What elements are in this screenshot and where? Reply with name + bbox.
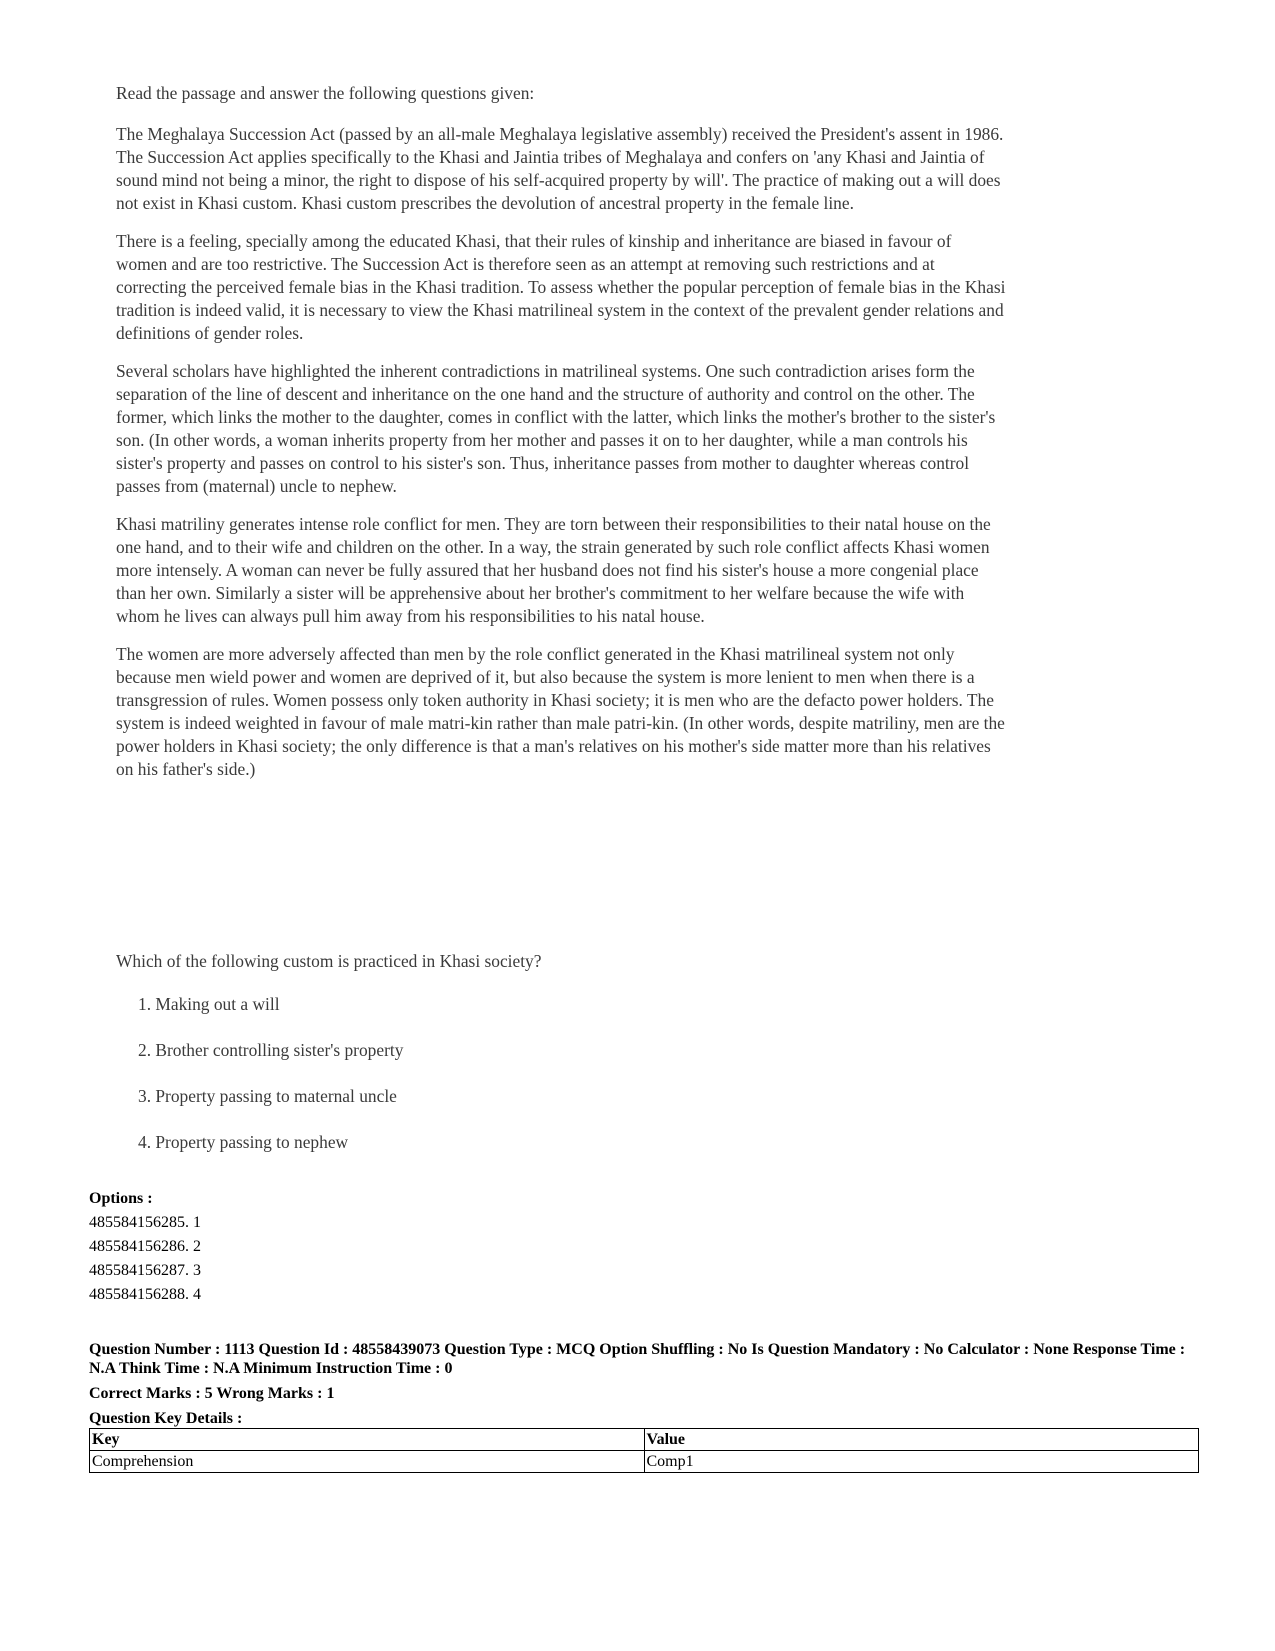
passage-paragraph-1: The Meghalaya Succession Act (passed by an all-male Meghalaya legislative assembly) received the President's assent in 1986. The Succession Act applies specifically to the Khasi and Jaintia tribes of Meghalaya and confers on 'any Khasi and Jaintia of sound mind not being a minor, the right to dispose of his self-acquired property by will'. The practice of making out a will does not exist in Khasi custom. Khasi custom prescribes the devolution of ancestral property in the female line. xyxy=(116,124,1004,213)
option-item-2: 485584156286. 2 xyxy=(89,1238,201,1255)
choice-list xyxy=(138,993,403,1177)
key-details-title: Question Key Details : xyxy=(89,1410,243,1427)
table-header-value: Value xyxy=(644,1429,1199,1451)
question-meta xyxy=(89,1340,1199,1428)
options-block xyxy=(89,1187,201,1307)
question-text: Which of the following custom is practiced in Khasi society? xyxy=(116,951,542,971)
table-cell-key: Comprehension xyxy=(90,1451,645,1473)
passage-intro: Read the passage and answer the following questions given: xyxy=(116,83,535,103)
table-header-key: Key xyxy=(90,1429,645,1451)
passage-paragraph-2: There is a feeling, specially among the educated Khasi, that their rules of kinship and inheritance are biased in favour of women and are too restrictive. The Succession Act is therefore seen as an attempt at removing such restrictions and at correcting the perceived female bias in the Khasi tradition. To assess whether the popular perception of female bias in the Khasi tradition is indeed valid, it is necessary to view the Khasi matrilineal system in the context of the prevalent gender relations and definitions of gender roles. xyxy=(116,231,1006,343)
key-details-table xyxy=(89,1428,1199,1473)
choice-item-4: 4. Property passing to nephew xyxy=(138,1132,349,1152)
passage-image xyxy=(116,82,1006,1162)
choice-item-1: 1. Making out a will xyxy=(138,994,280,1014)
option-item-4: 485584156288. 4 xyxy=(89,1286,201,1303)
table-row xyxy=(90,1451,1199,1473)
choice-item-3: 3. Property passing to maternal uncle xyxy=(138,1086,397,1106)
passage-paragraph-5: The women are more adversely affected than men by the role conflict generated in the Khasi matrilineal system not only because men wield power and women are deprived of it, but also because the system is more lenient to men when there is a transgression of rules. Women possess only token authority in Khasi society; it is men who are the defacto power holders. The system is indeed weighted in favour of male matri-kin rather than male patri-kin. (In other words, despite matriliny, men are the power holders in Khasi society; the only difference is that a man's relatives on his mother's side matter more than his relatives on his father's side.) xyxy=(116,644,1005,779)
table-header-row xyxy=(90,1429,1199,1451)
marks-line: Correct Marks : 5 Wrong Marks : 1 xyxy=(89,1385,335,1402)
passage-paragraph-4: Khasi matriliny generates intense role conflict for men. They are torn between their responsibilities to their natal house on the one hand, and to their wife and children on the other. In a way, the strain generated by such role conflict affects Khasi women more intensely. A woman can never be fully assured that her husband does not find his sister's house a more congenial place than her own. Similarly a sister will be apprehensive about her brother's commitment to her welfare because the wife with whom he lives can always pull him away from his responsibilities to his natal house. xyxy=(116,514,991,626)
question-meta-line: Question Number : 1113 Question Id : 48558439073 Question Type : MCQ Option Shuffling : No Is Question Mandatory : No Calculator : None Response Time : N.A Think Time : N.A Minimum Instruction Time : 0 xyxy=(89,1341,1186,1377)
passage-paragraph-3: Several scholars have highlighted the inherent contradictions in matrilineal systems. One such contradiction arises form the separation of the line of descent and inheritance on the one hand and the structure of authority and control on the other. The former, which links the mother to the daughter, comes in conflict with the latter, which links the mother's brother to the sister's son. (In other words, a woman inherits property from her mother and passes it on to her daughter, while a man controls his sister's property and passes on control to his sister's son. Thus, inheritance passes from mother to daughter whereas control passes from (maternal) uncle to nephew. xyxy=(116,361,996,496)
options-title: Options : xyxy=(89,1190,153,1207)
option-item-3: 485584156287. 3 xyxy=(89,1262,201,1279)
option-item-1: 485584156285. 1 xyxy=(89,1214,201,1231)
choice-item-2: 2. Brother controlling sister's property xyxy=(138,1040,404,1060)
table-cell-value: Comp1 xyxy=(644,1451,1199,1473)
